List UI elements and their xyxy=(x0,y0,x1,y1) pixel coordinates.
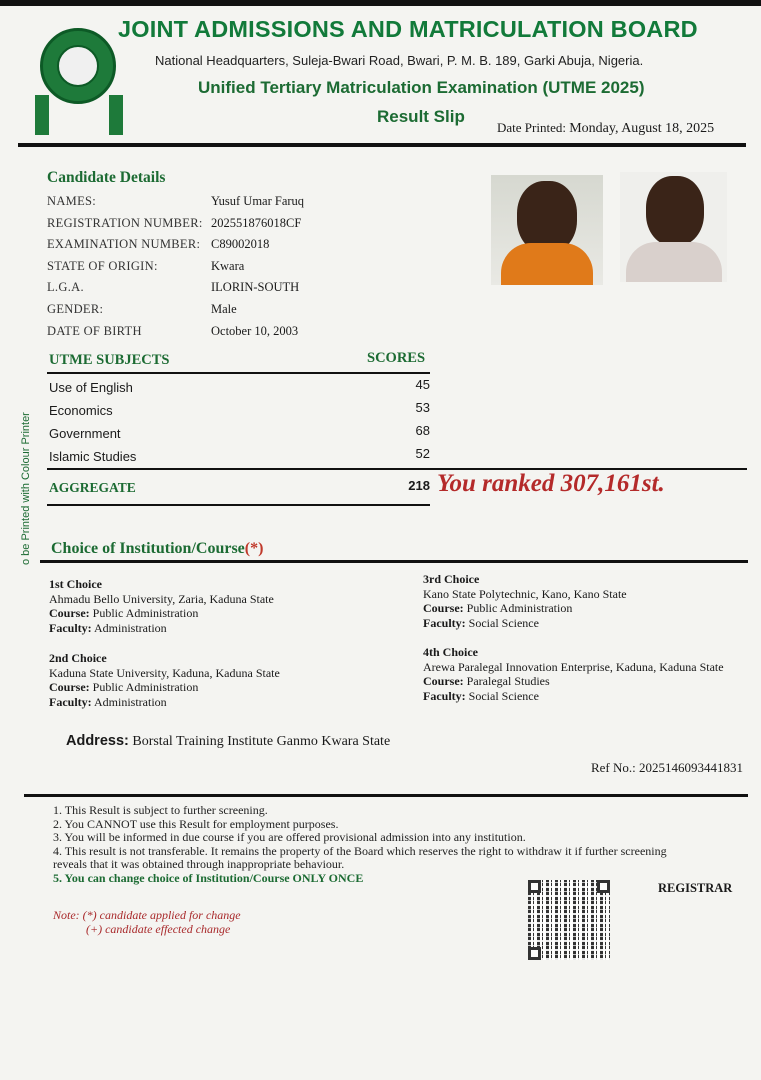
document-title: Result Slip xyxy=(377,107,465,126)
ref-label: Ref No.: xyxy=(590,760,636,775)
note-item: 4. This result is not transferable. It remains the property of the Board which reserves the right to withdraw it if further screening xyxy=(53,843,667,858)
candidate-photo xyxy=(491,175,603,285)
qr-finder xyxy=(528,880,541,893)
choice-title: 4th Choice xyxy=(423,645,478,659)
choice-course: Course: Public Administration xyxy=(49,680,199,694)
field-value: October 10, 2003 xyxy=(211,323,299,338)
field-label: REGISTRATION NUMBER: xyxy=(47,215,203,230)
photo-shirt xyxy=(626,242,722,282)
subjects-heading: UTME SUBJECTS xyxy=(49,352,170,368)
reference-number xyxy=(591,760,743,776)
photo-shirt xyxy=(501,243,593,285)
page-top-edge xyxy=(0,0,761,6)
field-label: GENDER: xyxy=(47,302,104,316)
subject-score: 68 xyxy=(415,423,430,438)
date-label: Date Printed: xyxy=(497,120,566,135)
notes-rule xyxy=(24,794,748,797)
field-value: Yusuf Umar Faruq xyxy=(211,194,305,208)
field-value: 202551876018CF xyxy=(211,215,302,230)
choice-3 xyxy=(423,572,627,630)
subjects-rule xyxy=(47,372,430,374)
choices-heading xyxy=(51,540,263,558)
jamb-logo xyxy=(40,28,116,104)
subject-name: Islamic Studies xyxy=(49,449,137,464)
choice-institution: Arewa Paralegal Innovation Enterprise, Kaduna, Kaduna State xyxy=(423,659,724,674)
field-value: Male xyxy=(211,302,237,316)
choice-faculty: Faculty: Social Science xyxy=(423,688,539,703)
qr-code xyxy=(528,880,610,960)
note-item: 1. This Result is subject to further screening. xyxy=(53,803,268,817)
header-rule xyxy=(18,143,746,147)
note-item: reveals that it was obtained through inappropriate behaviour. xyxy=(53,857,345,872)
photo-face xyxy=(646,176,704,246)
candidate-address xyxy=(66,733,390,750)
registrar-label: REGISTRAR xyxy=(658,881,733,895)
board-title: JOINT ADMISSIONS AND MATRICULATION BOARD xyxy=(118,16,698,42)
choice-faculty: Faculty: Administration xyxy=(49,620,167,635)
logo-ribbon-left xyxy=(35,95,49,135)
subject-name: Use of English xyxy=(49,380,133,395)
candidate-photo-capture xyxy=(620,172,727,282)
choice-2 xyxy=(49,651,280,709)
logo-ribbon-right xyxy=(109,95,123,135)
note-item: 5. You can change choice of Institution/Course ONLY ONCE xyxy=(53,871,364,885)
ref-value: 2025146093441831 xyxy=(639,760,743,775)
address-value: Borstal Training Institute Ganmo Kwara State xyxy=(132,734,391,749)
print-instruction: o be Printed with Colour Printer xyxy=(20,412,32,565)
choice-title: 3rd Choice xyxy=(423,572,480,586)
choice-course: Course: Public Administration xyxy=(49,606,199,620)
choice-1 xyxy=(49,577,274,635)
field-label: L.G.A. xyxy=(47,280,84,295)
aggregate-score: 218 xyxy=(408,478,430,493)
field-value: C89002018 xyxy=(211,237,270,252)
scores-heading: SCORES xyxy=(367,350,426,366)
field-label: STATE OF ORIGIN: xyxy=(47,258,158,273)
choice-course: Course: Paralegal Studies xyxy=(423,674,550,688)
aggregate-label: AGGREGATE xyxy=(49,480,136,495)
choice-faculty: Faculty: Administration xyxy=(49,694,167,709)
choices-heading-text: Choice of Institution/Course xyxy=(51,540,245,557)
address-label: Address: xyxy=(66,733,129,749)
field-label: DATE OF BIRTH xyxy=(47,323,142,338)
qr-finder xyxy=(597,880,610,893)
choice-institution: Kaduna State University, Kaduna, Kaduna State xyxy=(49,665,280,680)
aggregate-rule xyxy=(47,504,430,506)
exam-title: Unified Tertiary Matriculation Examination (UTME 2025) xyxy=(198,78,645,97)
qr-finder xyxy=(528,947,541,960)
choices-marker: (*) xyxy=(244,540,264,557)
choice-faculty: Faculty: Social Science xyxy=(423,615,539,630)
subject-score: 45 xyxy=(415,377,430,392)
choice-title: 1st Choice xyxy=(49,577,102,591)
subject-name: Economics xyxy=(49,403,113,418)
note-item: 2. You CANNOT use this Result for employment purposes. xyxy=(53,816,339,831)
field-label: EXAMINATION NUMBER: xyxy=(47,237,201,252)
subject-score: 52 xyxy=(415,446,430,461)
choice-institution: Kano State Polytechnic, Kano, Kano State xyxy=(423,586,627,601)
choices-rule xyxy=(40,560,748,563)
choice-4 xyxy=(423,645,724,703)
subject-score: 53 xyxy=(415,400,430,415)
choice-title: 2nd Choice xyxy=(49,651,107,665)
legend-line-1: Note: (*) candidate applied for change xyxy=(53,908,241,922)
legend-line-2: (+) candidate effected change xyxy=(86,922,231,936)
field-value: Kwara xyxy=(211,258,245,273)
field-label: NAMES: xyxy=(47,194,97,208)
candidate-heading: Candidate Details xyxy=(47,169,166,186)
choice-institution: Ahmadu Bello University, Zaria, Kaduna State xyxy=(49,591,274,606)
logo-emblem xyxy=(57,45,99,87)
subject-name: Government xyxy=(49,426,121,441)
board-address: National Headquarters, Suleja-Bwari Road, Bwari, P. M. B. 189, Garki Abuja, Nigeria. xyxy=(155,53,644,68)
date-value: Monday, August 18, 2025 xyxy=(569,121,715,136)
date-printed xyxy=(497,120,714,137)
field-value: ILORIN-SOUTH xyxy=(211,280,300,295)
choice-course: Course: Public Administration xyxy=(423,601,573,615)
note-item: 3. You will be informed in due course if you are offered provisional admission into any institution. xyxy=(53,830,526,845)
rank-text: You ranked 307,161st. xyxy=(437,470,665,497)
